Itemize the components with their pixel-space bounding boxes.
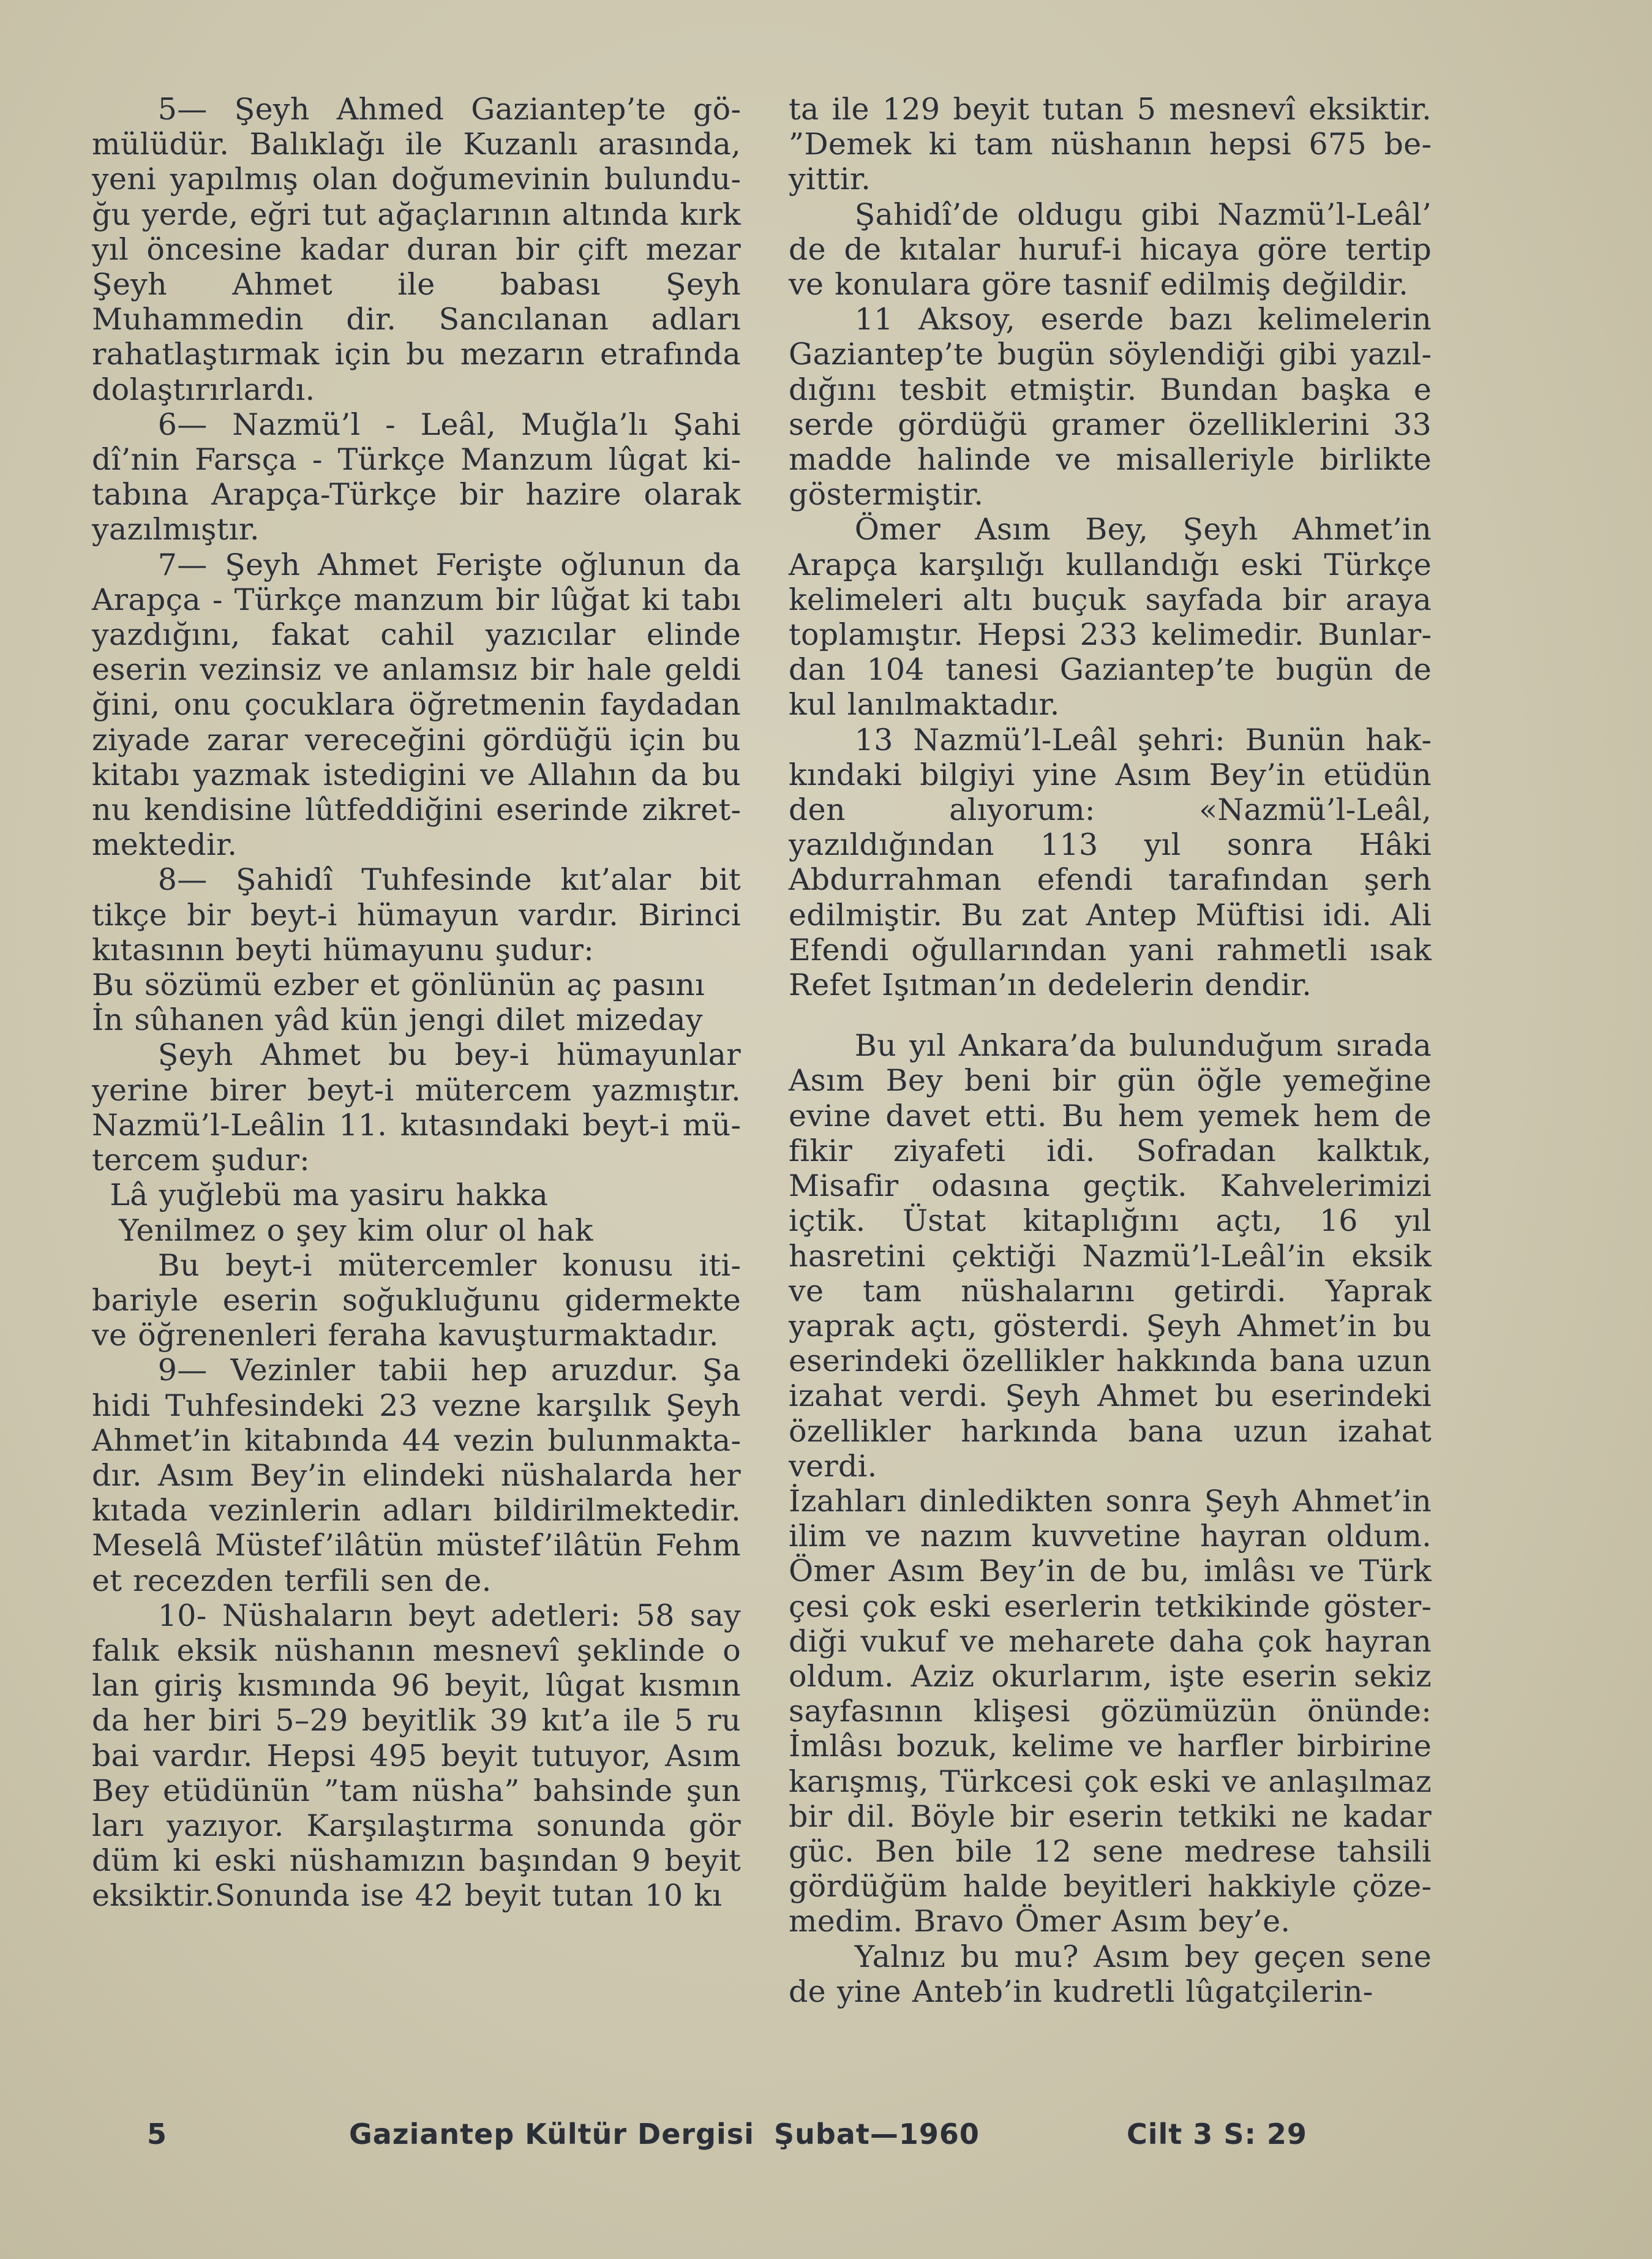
left-text-column — [92, 92, 741, 2088]
paragraph: Yalnız bu mu? Asım bey geçen sene de yine Anteb’in kudretli lûgatçilerin- — [789, 1939, 1432, 2009]
page-number: 5 — [147, 2118, 168, 2151]
paragraph: 8— Şahidî Tuhfesinde kıt’alar bit tikçe bir beyt-i hümayun vardır. Birinci kıtasının beyti hümayunu şudur: — [92, 862, 741, 968]
journal-title: Gaziantep Kültür Dergisi — [349, 2118, 754, 2151]
verse-line: İn sûhanen yâd kün jengi dilet mizeday — [92, 1002, 703, 1038]
paragraph: 13 Nazmü’l-Leâl şehri: Bunün hakkındaki bilgiyi yine Asım Bey’in etüdün den alıyorum: «Nazmü’l-Leâl, yazıldığından 113 yıl sonra Hâki Abdurrahman efendi tarafından şerh edilmiştir. Bu zat Antep Müftisi idi. Ali Efendi oğullarından yani rahmetli ısak Refet Işıtman’ın dedelerin dendir. — [789, 722, 1432, 1003]
paragraph: Bu yıl Ankara’da bulunduğum sırada Asım Bey beni bir gün öğle yemeğine evine davet etti. Bu hem yemek hem de fikir ziyafeti idi. Sofradan kalktık, Misafir odasına geçtik. Kahvelerimizi içtik. Üstat kitaplığını açtı, 16 yıl hasretini çektiği Nazmü’l-Leâl’in eksik ve tam nüshalarını getirdi. Yaprak yaprak açtı, gösterdi. Şeyh Ahmet’in bu eserindeki özellikler hakkında bana uzun izahat verdi. Şeyh Ahmet bu eserindeki özellikler harkında bana uzun izahat verdi. — [789, 1028, 1432, 1484]
volume-issue: Cilt 3 S: 29 — [1127, 2118, 1307, 2151]
paragraph: 5— Şeyh Ahmed Gaziantep’te gömülüdür. Balıklağı ile Kuzanlı arasında, yeni yapılmış olan doğumevinin bulunduğu yerde, eğri tut ağaçlarının altında kırk yıl öncesine kadar duran bir çift mezar Şeyh Ahmet ile babası Şeyh Muhammedin dir. Sancılanan adları rahatlaştırmak için bu mezarın etrafında dolaştırırlardı. — [92, 92, 741, 407]
paragraph: İzahları dinledikten sonra Şeyh Ahmet’in ilim ve nazım kuvvetine hayran oldum. Ömer Asım Bey’in de bu, imlâsı ve Türk çesi çok eski eserlerin tetkikinde gösterdiği vukuf ve meharete daha çok hayran oldum. Aziz okurlarım, işte eserin sekiz sayfasının klişesi gözümüzün önünde: İmlâsı bozuk, kelime ve harfler birbirine karışmış, Türkcesi çok eski ve anlaşılmaz bir dil. Böyle bir eserin tetkiki ne kadar güc. Ben bile 12 sene medrese tahsili gördüğüm halde beyitleri hakkiyle çözemedim. Bravo Ömer Asım bey’e. — [789, 1483, 1432, 1939]
paragraph: 10- Nüshaların beyt adetleri: 58 say falık eksik nüshanın mesnevî şeklinde o lan giriş kısmında 96 beyit, lûgat kısmın da her biri 5–29 beyitlik 39 kıt’a ile 5 ru bai vardır. Hepsi 495 beyit tutuyor, Asım Bey etüdünün ”tam nüsha” bahsinde şun ları yazıyor. Karşılaştırma sonunda gör düm ki eski nüshamızın başından 9 beyit eksiktir.Sonunda ise 42 beyit tutan 10 kı — [92, 1598, 741, 1914]
paragraph: Bu beyt-i mütercemler konusu itibariyle eserin soğukluğunu gidermekte ve öğrenenleri feraha kavuşturmaktadır. — [92, 1247, 741, 1353]
paragraph: 7— Şeyh Ahmet Ferişte oğlunun da Arapça - Türkçe manzum bir lûğat ki tabı yazdığını, fakat cahil yazıcılar elinde eserin vezinsiz ve anlamsız bir hale geldi ğini, onu çocuklara öğretmenin faydadan ziyade zarar vereceğini gördüğü için bu kitabı yazmak istedigini ve Allahın da bu nu kendisine lûtfeddiğini eserinde zikretmektedir. — [92, 547, 741, 863]
right-text-column — [789, 92, 1432, 2088]
paragraph: 11 Aksoy, eserde bazı kelimelerin Gaziantep’te bugün söylendiği gibi yazıldığını tesbit etmiştir. Bundan başka e serde gördüğü gramer özelliklerini 33 madde halinde ve misalleriyle birlikte göstermiştir. — [789, 302, 1432, 513]
verse-line: Lâ yuğlebü ma yasiru hakka — [110, 1178, 549, 1213]
verse-line: Yenilmez o şey kim olur ol hak — [119, 1212, 593, 1248]
paragraph: 9— Vezinler tabii hep aruzdur. Şa hidi Tuhfesindeki 23 vezne karşılık Şeyh Ahmet’in kitabında 44 vezin bulunmaktadır. Asım Bey’in elindeki nüshalarda her kıtada vezinlerin adları bildirilmektedir. Meselâ Müstef’ilâtün müstef’ilâtün Fehm et recezden terfili sen de. — [92, 1353, 741, 1598]
paragraph: Şeyh Ahmet bu bey-i hümayunlar yerine birer beyt-i mütercem yazmıştır. Nazmü’l-Leâlin 11. kıtasındaki beyt-i mütercem şudur: — [92, 1037, 741, 1178]
paragraph: ta ile 129 beyit tutan 5 mesnevî eksiktir. ”Demek ki tam nüshanın hepsi 675 beyittir. — [789, 92, 1432, 197]
paragraph: Şahidî’de oldugu gibi Nazmü’l-Leâl’ de de kıtalar huruf-i hicaya göre tertip ve konulara göre tasnif edilmiş değildir. — [789, 197, 1432, 303]
paragraph: 6— Nazmü’l - Leâl, Muğla’lı Şahi dî’nin Farsça - Türkçe Manzum lûgat kitabına Arapça-Türkçe bir hazire olarak yazılmıştır. — [92, 407, 741, 547]
paragraph: Ömer Asım Bey, Şeyh Ahmet’in Arapça karşılığı kullandığı eski Türkçe kelimeleri altı buçuk sayfada bir araya toplamıştır. Hepsi 233 kelimedir. Bunlardan 104 tanesi Gaziantep’te bugün de kul lanılmaktadır. — [789, 512, 1432, 723]
issue-date: Şubat—1960 — [774, 2118, 980, 2151]
verse-line: Bu sözümü ezber et gönlünün aç pasını — [92, 968, 705, 1003]
page-footer — [147, 2118, 1427, 2154]
